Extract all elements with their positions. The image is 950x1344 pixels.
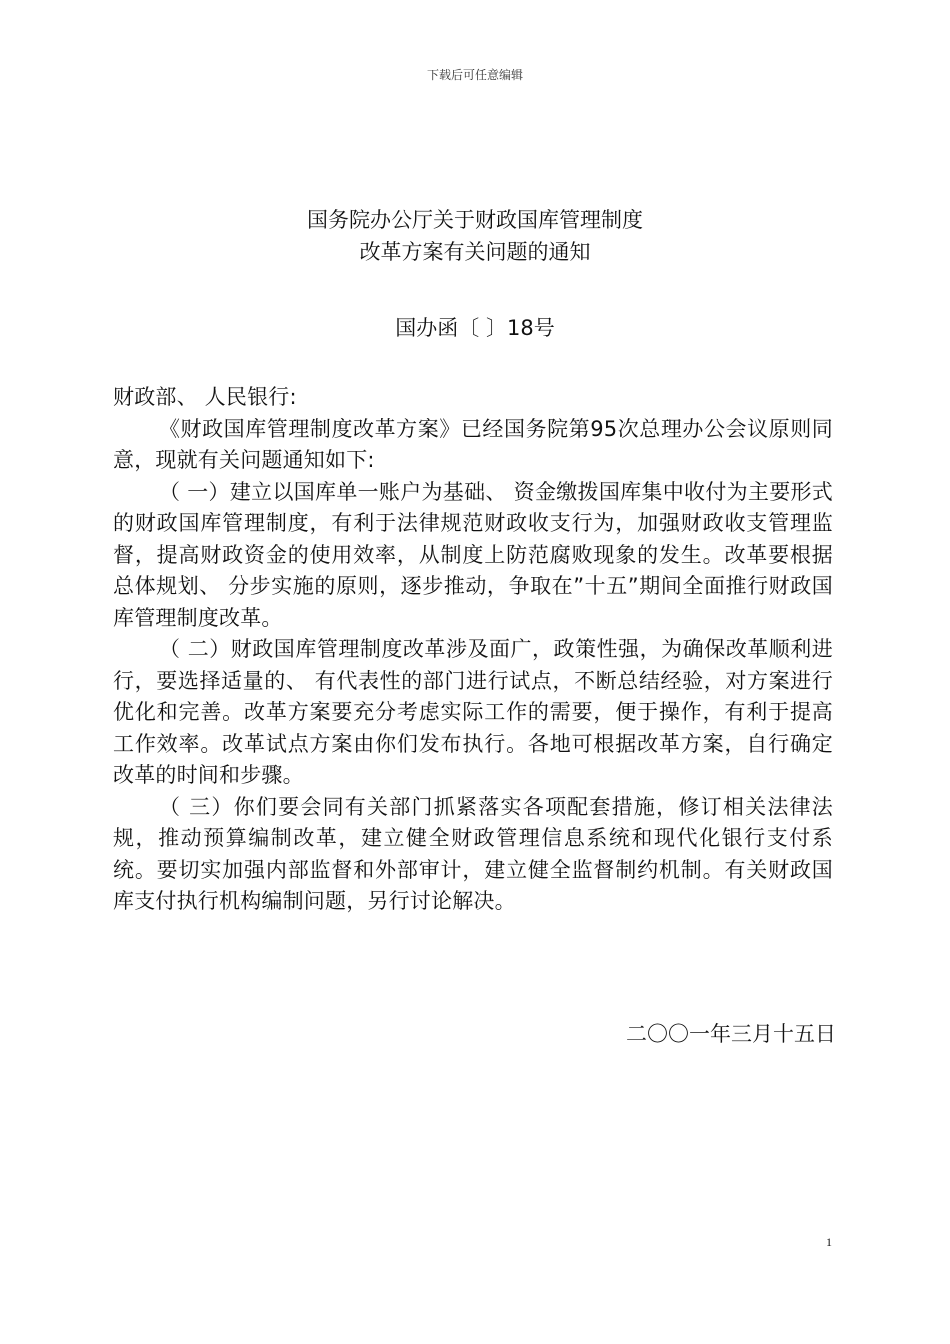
document-title-line-2: 改革方案有关问题的通知	[359, 240, 591, 264]
document-title-line-1: 国务院办公厅关于财政国库管理制度	[307, 208, 643, 232]
document-number: 国办函〔 〕18号	[395, 316, 555, 340]
header-note: 下载后可任意编辑	[426, 68, 523, 82]
paragraph-intro: 《财政国库管理制度改革方案》已经国务院第95次总理办公会议原则同意，现就有关问题通知如下:	[113, 416, 833, 472]
paragraph-item-1: （ 一）建立以国库单一账户为基础、 资金缴拨国库集中收付为主要形式的财政国库管理制度，有利于法律规范财政收支行为，加强财政收支管理监督，提高财政资金的使用效率，从制度上防范腐败现象的发生。改革要根据总体规划、 分步实施的原则，逐步推动，争取在”十五”期间全面推行财政国库管理制度改革。	[113, 479, 833, 630]
page-number: 1	[826, 1235, 832, 1249]
document-body	[113, 382, 833, 918]
issue-date: 二〇〇一年三月十五日	[626, 1022, 836, 1046]
salutation: 财政部、 人民银行:	[113, 385, 297, 409]
paragraph-item-2: （ 二）财政国库管理制度改革涉及面广，政策性强，为确保改革顺利进行，要选择适量的、 有代表性的部门进行试点，不断总结经验，对方案进行优化和完善。改革方案要充分考虑实际工作的需要，便于操作，有利于提高工作效率。改革试点方案由你们发布执行。各地可根据改革方案，自行确定改革的时间和步骤。	[113, 637, 833, 787]
paragraph-item-3: （ 三）你们要会同有关部门抓紧落实各项配套措施，修订相关法律法规，推动预算编制改革，建立健全财政管理信息系统和现代化银行支付系统。要切实加强内部监督和外部审计，建立健全监督制约机制。有关财政国库支付执行机构编制问题，另行讨论解决。	[113, 794, 833, 913]
